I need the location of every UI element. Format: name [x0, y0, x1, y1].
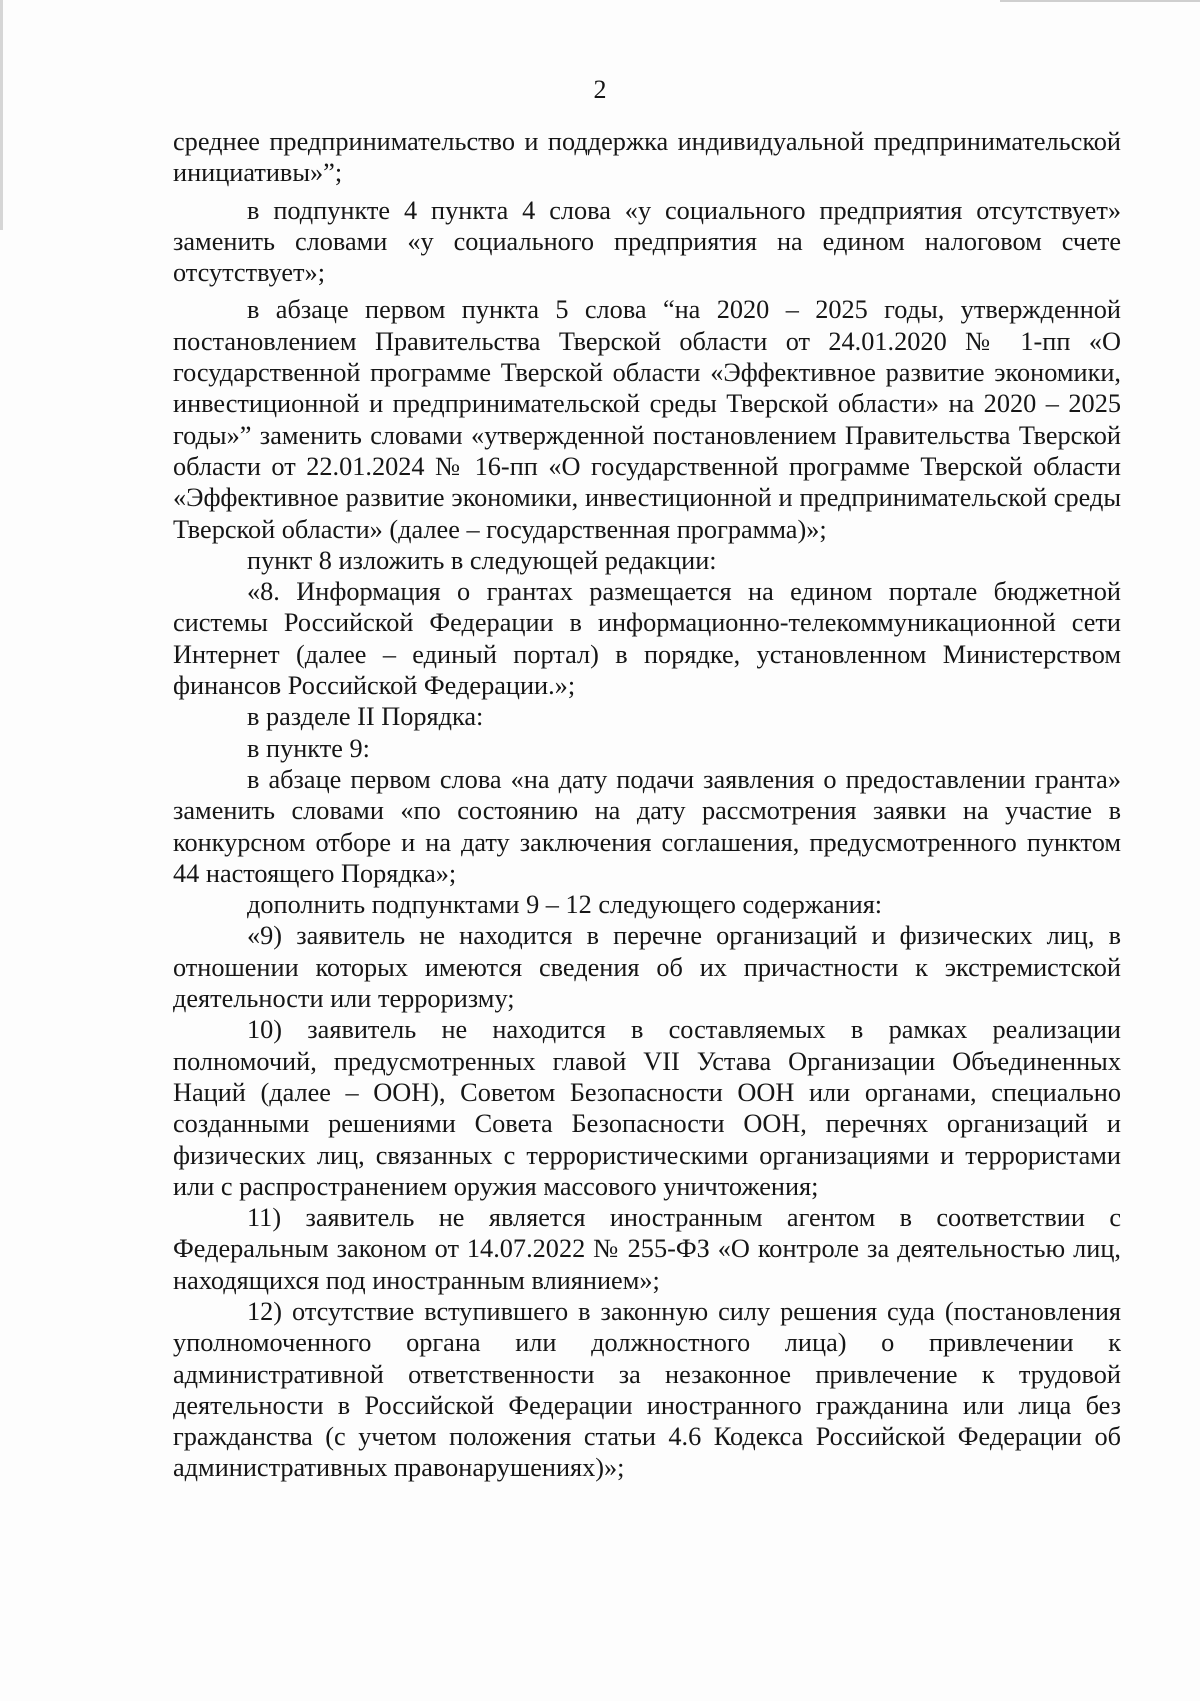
paragraph-clause-9-first-abstract: в абзаце первом слова «на дату подачи заявления о предоставлении гранта» заменить словами «по состоянию на дату рассмотрения заявки на участие в конкурсном отборе и на дату заключения соглашения, предусмотренного пунктом 44 настоящего Порядка»;	[173, 764, 1121, 888]
paragraph-subclause-12: 12) отсутствие вступившего в законную силу решения суда (постановления уполномоченного органа или должностного лица) о привлечении к административной ответственности за незаконное привлечение к трудовой деятельности в Российской Федерации иностранного гражданина или лица без гражданства (с учетом положения статьи 4.6 Кодекса Российской Федерации об административных правонарушениях)»;	[173, 1296, 1121, 1483]
paragraph-add-subclauses: дополнить подпунктами 9 – 12 следующего содержания:	[247, 890, 883, 920]
paragraph-clause-8-text: «8. Информация о грантах размещается на едином портале бюджетной системы Российской Федерации в информационно-телекоммуникационной сети Интернет (далее – единый портал) в порядке, установленном Министерством финансов Российской Федерации.»;	[173, 577, 1121, 701]
paragraph-subclause-4-amendment: в подпункте 4 пункта 4 слова «у социального предприятия отсутствует» заменить словами «у социального предприятия на едином налоговом счете отсутствует»;	[173, 195, 1121, 288]
paragraph-subclause-10: 10) заявитель не находится в составляемых в рамках реализации полномочий, предусмотренных главой VII Устава Организации Объединенных Наций (далее – ООН), Советом Безопасности ООН или органами, специально созданными решениями Совета Безопасности ООН, перечнях организаций и физических лиц, связанных с террористическими организациями и террористами или с распространением оружия массового уничтожения;	[173, 1015, 1121, 1201]
paragraph-subclause-9: «9) заявитель не находится в перечне организаций и физических лиц, в отношении которых имеются сведения об их причастности к экстремистской деятельности или терроризму;	[173, 921, 1121, 1014]
paragraph-section-2: в разделе II Порядка:	[247, 702, 484, 732]
paragraph-clause-8-intro: пункт 8 изложить в следующей редакции:	[247, 545, 717, 575]
page-number: 2	[593, 75, 607, 104]
paragraph-subclause-11: 11) заявитель не является иностранным агентом в соответствии с Федеральным законом от 14.07.2022 № 255-ФЗ «О контроле за деятельностью лиц, находящихся под иностранным влиянием»;	[173, 1203, 1121, 1295]
paragraph-clause-5-amendment: в абзаце первом пункта 5 слова “на 2020 – 2025 годы, утвержденной постановлением Правительства Тверской области от 24.01.2020 № 1-пп «О государственной программе Тверской области «Эффективное развитие экономики, инвестиционной и предпринимательской среды Тверской области» на 2020 – 2025 годы»” заменить словами «утвержденной постановлением Правительства Тверской области от 22.01.2024 № 16-пп «О государственной программе Тверской области «Эффективное развитие экономики, инвестиционной и предпринимательской среды Тверской области» (далее – государственная программа)»;	[173, 295, 1121, 544]
scan-edge-left	[0, 0, 3, 230]
scan-edge-top	[1000, 0, 1200, 2]
paragraph-continuation: среднее предпринимательство и поддержка индивидуальной предпринимательской инициативы»”;	[173, 127, 1121, 188]
document-body	[173, 126, 1121, 1484]
paragraph-clause-9: в пункте 9:	[247, 733, 370, 763]
